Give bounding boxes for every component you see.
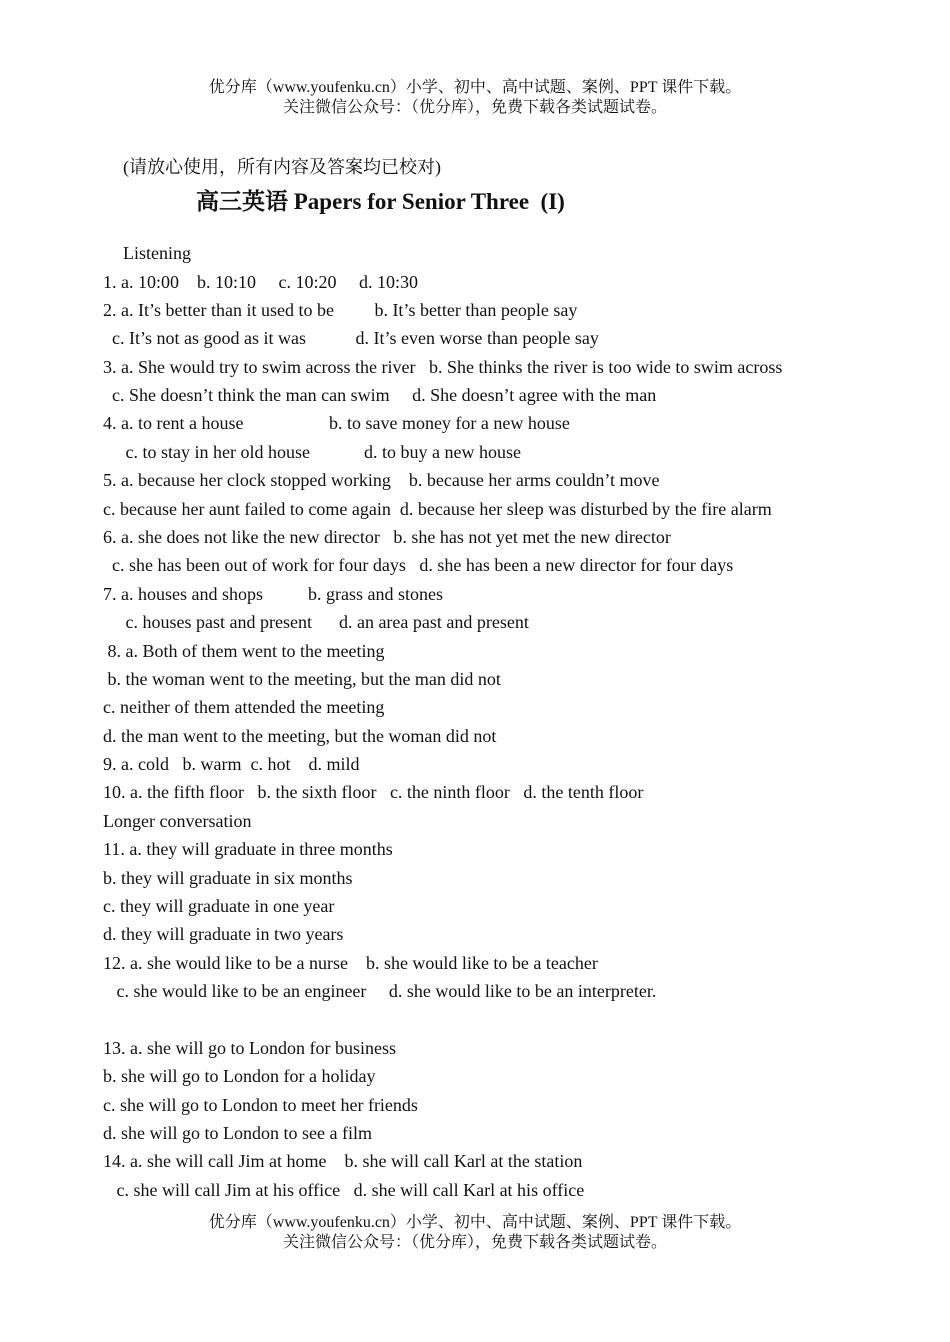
question-line: 8. a. Both of them went to the meeting: [103, 641, 385, 661]
question-line: 12. a. she would like to be a nurse b. she would like to be a teacher: [103, 953, 598, 973]
question-line: 2. a. It’s better than it used to be b. It’s better than people say: [103, 300, 578, 320]
question-line: b. they will graduate in six months: [103, 868, 353, 888]
question-line: 13. a. she will go to London for business: [103, 1038, 396, 1058]
question-line: 6. a. she does not like the new director b. she has not yet met the new director: [103, 527, 671, 547]
question-line: 11. a. they will graduate in three months: [103, 839, 393, 859]
question-line: c. to stay in her old house d. to buy a new house: [103, 442, 521, 462]
section-heading-longer-conversation: Longer conversation: [103, 811, 252, 831]
question-line: 9. a. cold b. warm c. hot d. mild: [103, 754, 360, 774]
question-line: 1. a. 10:00 b. 10:10 c. 10:20 d. 10:30: [103, 272, 418, 292]
note: (请放心使用，所有内容及答案均已校对): [123, 157, 441, 177]
footer-line-1: 优分库（www.youfenku.cn）小学、初中、高中试题、案例、PPT 课件下载。: [208, 1214, 742, 1231]
question-line: c. they will graduate in one year: [103, 896, 335, 916]
section-heading-listening: Listening: [123, 243, 191, 263]
question-line: c. she would like to be an engineer d. she would like to be an interpreter.: [103, 981, 657, 1001]
question-line: c. because her aunt failed to come again d. because her sleep was disturbed by the fire alarm: [103, 499, 772, 519]
question-line: 3. a. She would try to swim across the river b. She thinks the river is too wide to swim across: [103, 357, 783, 377]
footer-line-2: 关注微信公众号：（优分库），免费下载各类试题试卷。: [282, 1234, 667, 1251]
question-line: c. neither of them attended the meeting: [103, 697, 385, 717]
question-line: b. the woman went to the meeting, but the man did not: [103, 669, 501, 689]
question-line: d. she will go to London to see a film: [103, 1123, 372, 1143]
question-line: d. they will graduate in two years: [103, 924, 344, 944]
question-line: c. she has been out of work for four days d. she has been a new director for four days: [103, 555, 734, 575]
question-line: c. She doesn’t think the man can swim d. She doesn’t agree with the man: [103, 385, 657, 405]
question-line: c. It’s not as good as it was d. It’s even worse than people say: [103, 328, 599, 348]
question-line: c. she will go to London to meet her friends: [103, 1095, 418, 1115]
question-line: b. she will go to London for a holiday: [103, 1066, 376, 1086]
question-line: c. she will call Jim at his office d. she will call Karl at his office: [103, 1180, 585, 1200]
page-title: 高三英语 Papers for Senior Three (I): [196, 189, 565, 214]
question-line: 7. a. houses and shops b. grass and stones: [103, 584, 443, 604]
header-line-2: 关注微信公众号：（优分库），免费下载各类试题试卷。: [282, 99, 667, 116]
question-line: 4. a. to rent a house b. to save money for a new house: [103, 413, 570, 433]
question-line: d. the man went to the meeting, but the woman did not: [103, 726, 497, 746]
header-line-1: 优分库（www.youfenku.cn）小学、初中、高中试题、案例、PPT 课件下载。: [208, 79, 742, 96]
question-line: 5. a. because her clock stopped working b. because her arms couldn’t move: [103, 470, 660, 490]
question-line: 14. a. she will call Jim at home b. she will call Karl at the station: [103, 1151, 583, 1171]
question-line: c. houses past and present d. an area past and present: [103, 612, 529, 632]
question-line: 10. a. the fifth floor b. the sixth floor c. the ninth floor d. the tenth floor: [103, 782, 644, 802]
